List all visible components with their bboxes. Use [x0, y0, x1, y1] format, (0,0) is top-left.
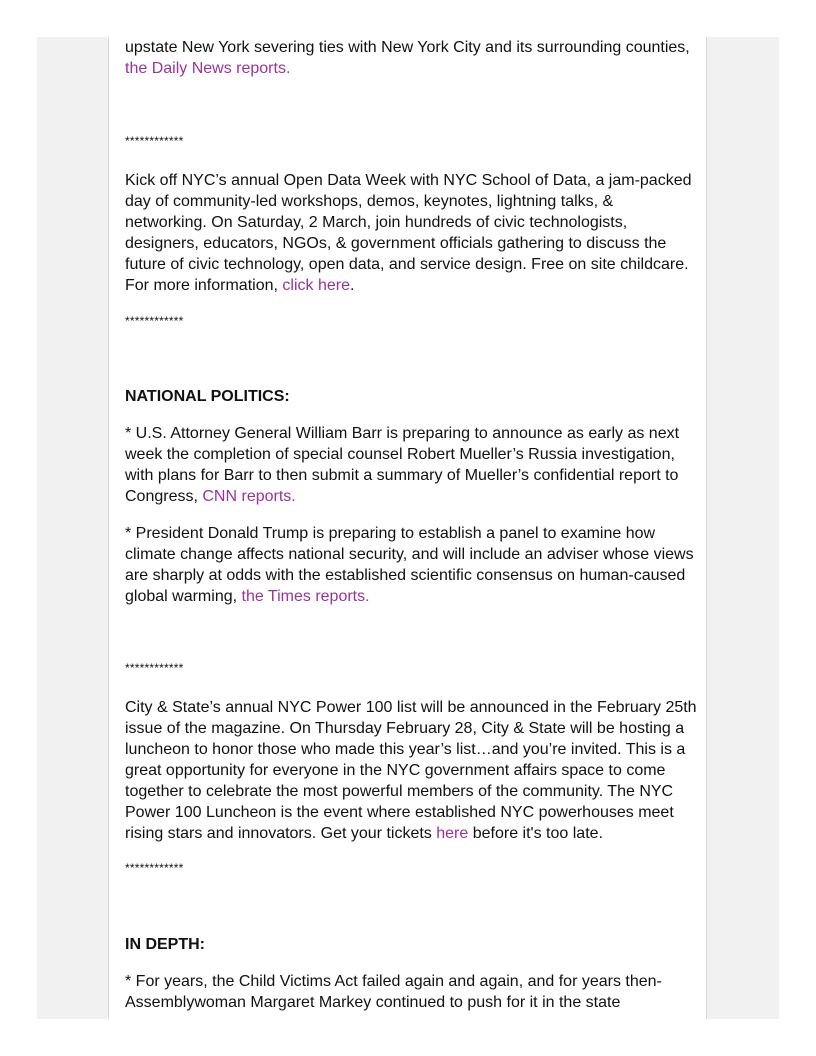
in-depth-heading: IN DEPTH:: [125, 936, 205, 953]
separator-2: ************: [125, 314, 184, 328]
national-item-climate: [125, 523, 699, 607]
separator-1: ************: [125, 134, 184, 148]
in-depth-item-cva-text: * For years, the Child Victims Act failed again and again, and for years then-Assemblywoman Margaret Markey continued to push for it in the state: [125, 973, 662, 1011]
open-data-paragraph: [125, 170, 699, 296]
intro-text: upstate New York severing ties with New York City and its surrounding counties,: [125, 39, 690, 56]
national-politics-heading: NATIONAL POLITICS:: [125, 388, 290, 405]
power100-paragraph: [125, 697, 699, 844]
in-depth-item-cva: [125, 971, 699, 1013]
cnn-link[interactable]: CNN reports.: [202, 488, 296, 505]
national-item-barr: [125, 423, 699, 507]
open-data-text: Kick off NYC’s annual Open Data Week with NYC School of Data, a jam-packed day of community-led workshops, demos, keynotes, lightning talks, & networking. On Saturday, 2 March, join hundreds of civic technologists, designers, educators, NGOs, & government officials gathering to discuss the future of civic technology, open data, and service design. Free on site childcare. For more information,: [125, 172, 692, 294]
open-data-link[interactable]: click here: [282, 277, 350, 294]
intro-paragraph: [125, 37, 699, 79]
times-link[interactable]: the Times reports.: [241, 588, 370, 605]
tickets-link[interactable]: here: [436, 825, 469, 842]
power100-tail: before it's too late.: [472, 825, 603, 842]
separator-4: ************: [125, 861, 184, 875]
open-data-tail: .: [349, 277, 355, 294]
newsletter-column: [108, 37, 707, 1019]
daily-news-link[interactable]: the Daily News reports.: [125, 60, 291, 77]
national-item-climate-text: * President Donald Trump is preparing to establish a panel to examine how climate change affects national security, and will include an adviser whose views are sharply at odds with the established scientific consensus on human-caused global warming,: [125, 525, 694, 605]
power100-text: City & State’s annual NYC Power 100 list will be announced in the February 25th issue of the magazine. On Thursday February 28, City & State will be hosting a luncheon to honor those who made this year’s list…and you’re invited. This is a great opportunity for everyone in the NYC government affairs space to come together to celebrate the most powerful members of the community. The NYC Power 100 Luncheon is the event where established NYC powerhouses meet rising stars and innovators. Get your tickets: [125, 699, 697, 842]
separator-3: ************: [125, 661, 184, 675]
national-item-barr-text: * U.S. Attorney General William Barr is preparing to announce as early as next week the completion of special counsel Robert Mueller’s Russia investigation, with plans for Barr to then submit a summary of Mueller’s confidential report to Congress,: [125, 425, 680, 505]
